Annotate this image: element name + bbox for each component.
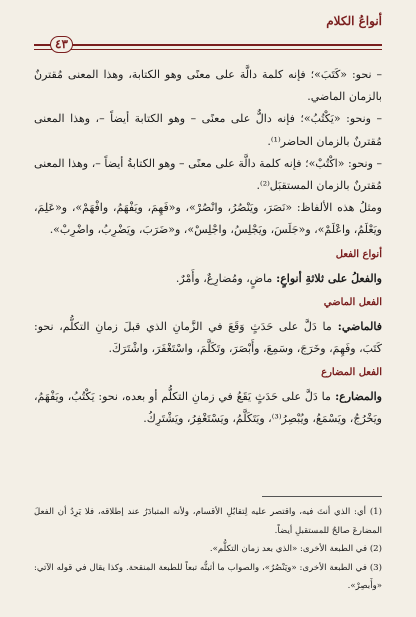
footnote-1: (1) أي: الذي أنتَ فيه، واقتصر عليه لِتقابُلِ الأقسام، ولأنه المتبادَرُ عند إطلاقه، فلا يَرِدُ أن الفعلَ المضارعَ صالحٌ للمستقبلِ أيضاً. bbox=[34, 507, 382, 536]
paragraph-text: ما دَلَّ على حَدَثٍ وَقَعَ في الزَّمانِ الذي قبلَ زمانِ التكلُّم، نحو: كَتَبَ، وفَهِمَ، وخَرَجَ، وسَمِعَ، وأَبْصَرَ، وتَكَلَّمَ، واسْتَغْفَرَ، واشْتَرَكَ. bbox=[34, 319, 382, 356]
section-title-present-verb: الفعل المضارع bbox=[321, 367, 382, 379]
lead-term: فالماضي: bbox=[331, 319, 383, 333]
section-title-past-verb: الفعل الماضي bbox=[323, 296, 382, 308]
footnotes bbox=[34, 503, 382, 596]
running-title: أنواعُ الكلام bbox=[326, 14, 382, 28]
paragraph-examples-list: ومثلُ هذه الألفاظ: «نَصَرَ، ويَنْصُرُ، وانْصُرْ»، و«فَهِمَ، ويَفْهَمُ، وافْهَمْ»، و«عَلِمَ، ويَعْلَمُ، واعْلَمْ»، و«جَلَسَ، ويَجْلِسُ، واجْلِسْ»، و«ضَرَبَ، ويَضْرِبُ، واضْرِبْ». bbox=[34, 201, 382, 237]
section-title-verb-types: أنواع الفعل bbox=[335, 248, 382, 260]
paragraph-example-imperative: – ونحو: «اكْتُبْ»؛ فإنه كلمة دالَّة على معنًى – وهو الكتابةُ أيضاً –، وهذا المعنى مُقترنٌ بالزمان المستقبَل⁽²⁾. bbox=[34, 156, 382, 193]
header-rule bbox=[34, 44, 382, 46]
main-text bbox=[34, 64, 382, 431]
lead-term: والمضارع: bbox=[330, 390, 382, 404]
footnote-3: (3) في الطبعة الأخرى: «ويَنْصُرُ»، والصواب ما أثبتُّه تبعاً للطبعة المنقحة. وكذا يقال في قوله الآتي: «وأَبصِرْ». bbox=[34, 562, 382, 592]
paragraph-past-verb bbox=[34, 316, 382, 360]
page-number: ٤٣ bbox=[50, 36, 73, 53]
paragraph-text: ماضٍ، ومُضارِعٌ، وأَمْرٌ. bbox=[175, 271, 273, 285]
footnote-2: (2) في الطبعة الأخرى: «الذي بعد زمان التكلُّم». bbox=[209, 544, 382, 555]
paragraph-verb-types bbox=[34, 268, 382, 290]
paragraph-text: ما دَلَّ على حَدَثٍ يَقَعُ في زمانِ التكلُّم أو بعده، نحو: يَكْتُبُ، ويَفْهَمُ، ويَخْرُجُ، ويَسْمَعُ، ويُبْصِرُ⁽³⁾، ويَتَكَلَّمُ، ويَسْتَغْفِرُ، ويَشْتَرِكُ. bbox=[34, 390, 382, 426]
footnote-rule bbox=[262, 496, 382, 497]
paragraph-example-past: – نحو: «كَتَبَ»؛ فإنه كلمة دالَّة على معنًى وهو الكتابة، وهذا المعنى مُقترنٌ بالزمان الماضي. bbox=[34, 68, 382, 104]
paragraph-present-verb bbox=[34, 386, 382, 430]
lead-term: والفعلُ على ثلاثةِ أنواعٍ: bbox=[272, 271, 382, 285]
paragraph-example-present: – ونحو: «يَكْتُبُ»؛ فإنه دالٌّ على معنًى – وهو الكتابة أيضاً –، وهذا المعنى مُقترنٌ بالزمان الحاضر⁽¹⁾. bbox=[34, 112, 382, 148]
